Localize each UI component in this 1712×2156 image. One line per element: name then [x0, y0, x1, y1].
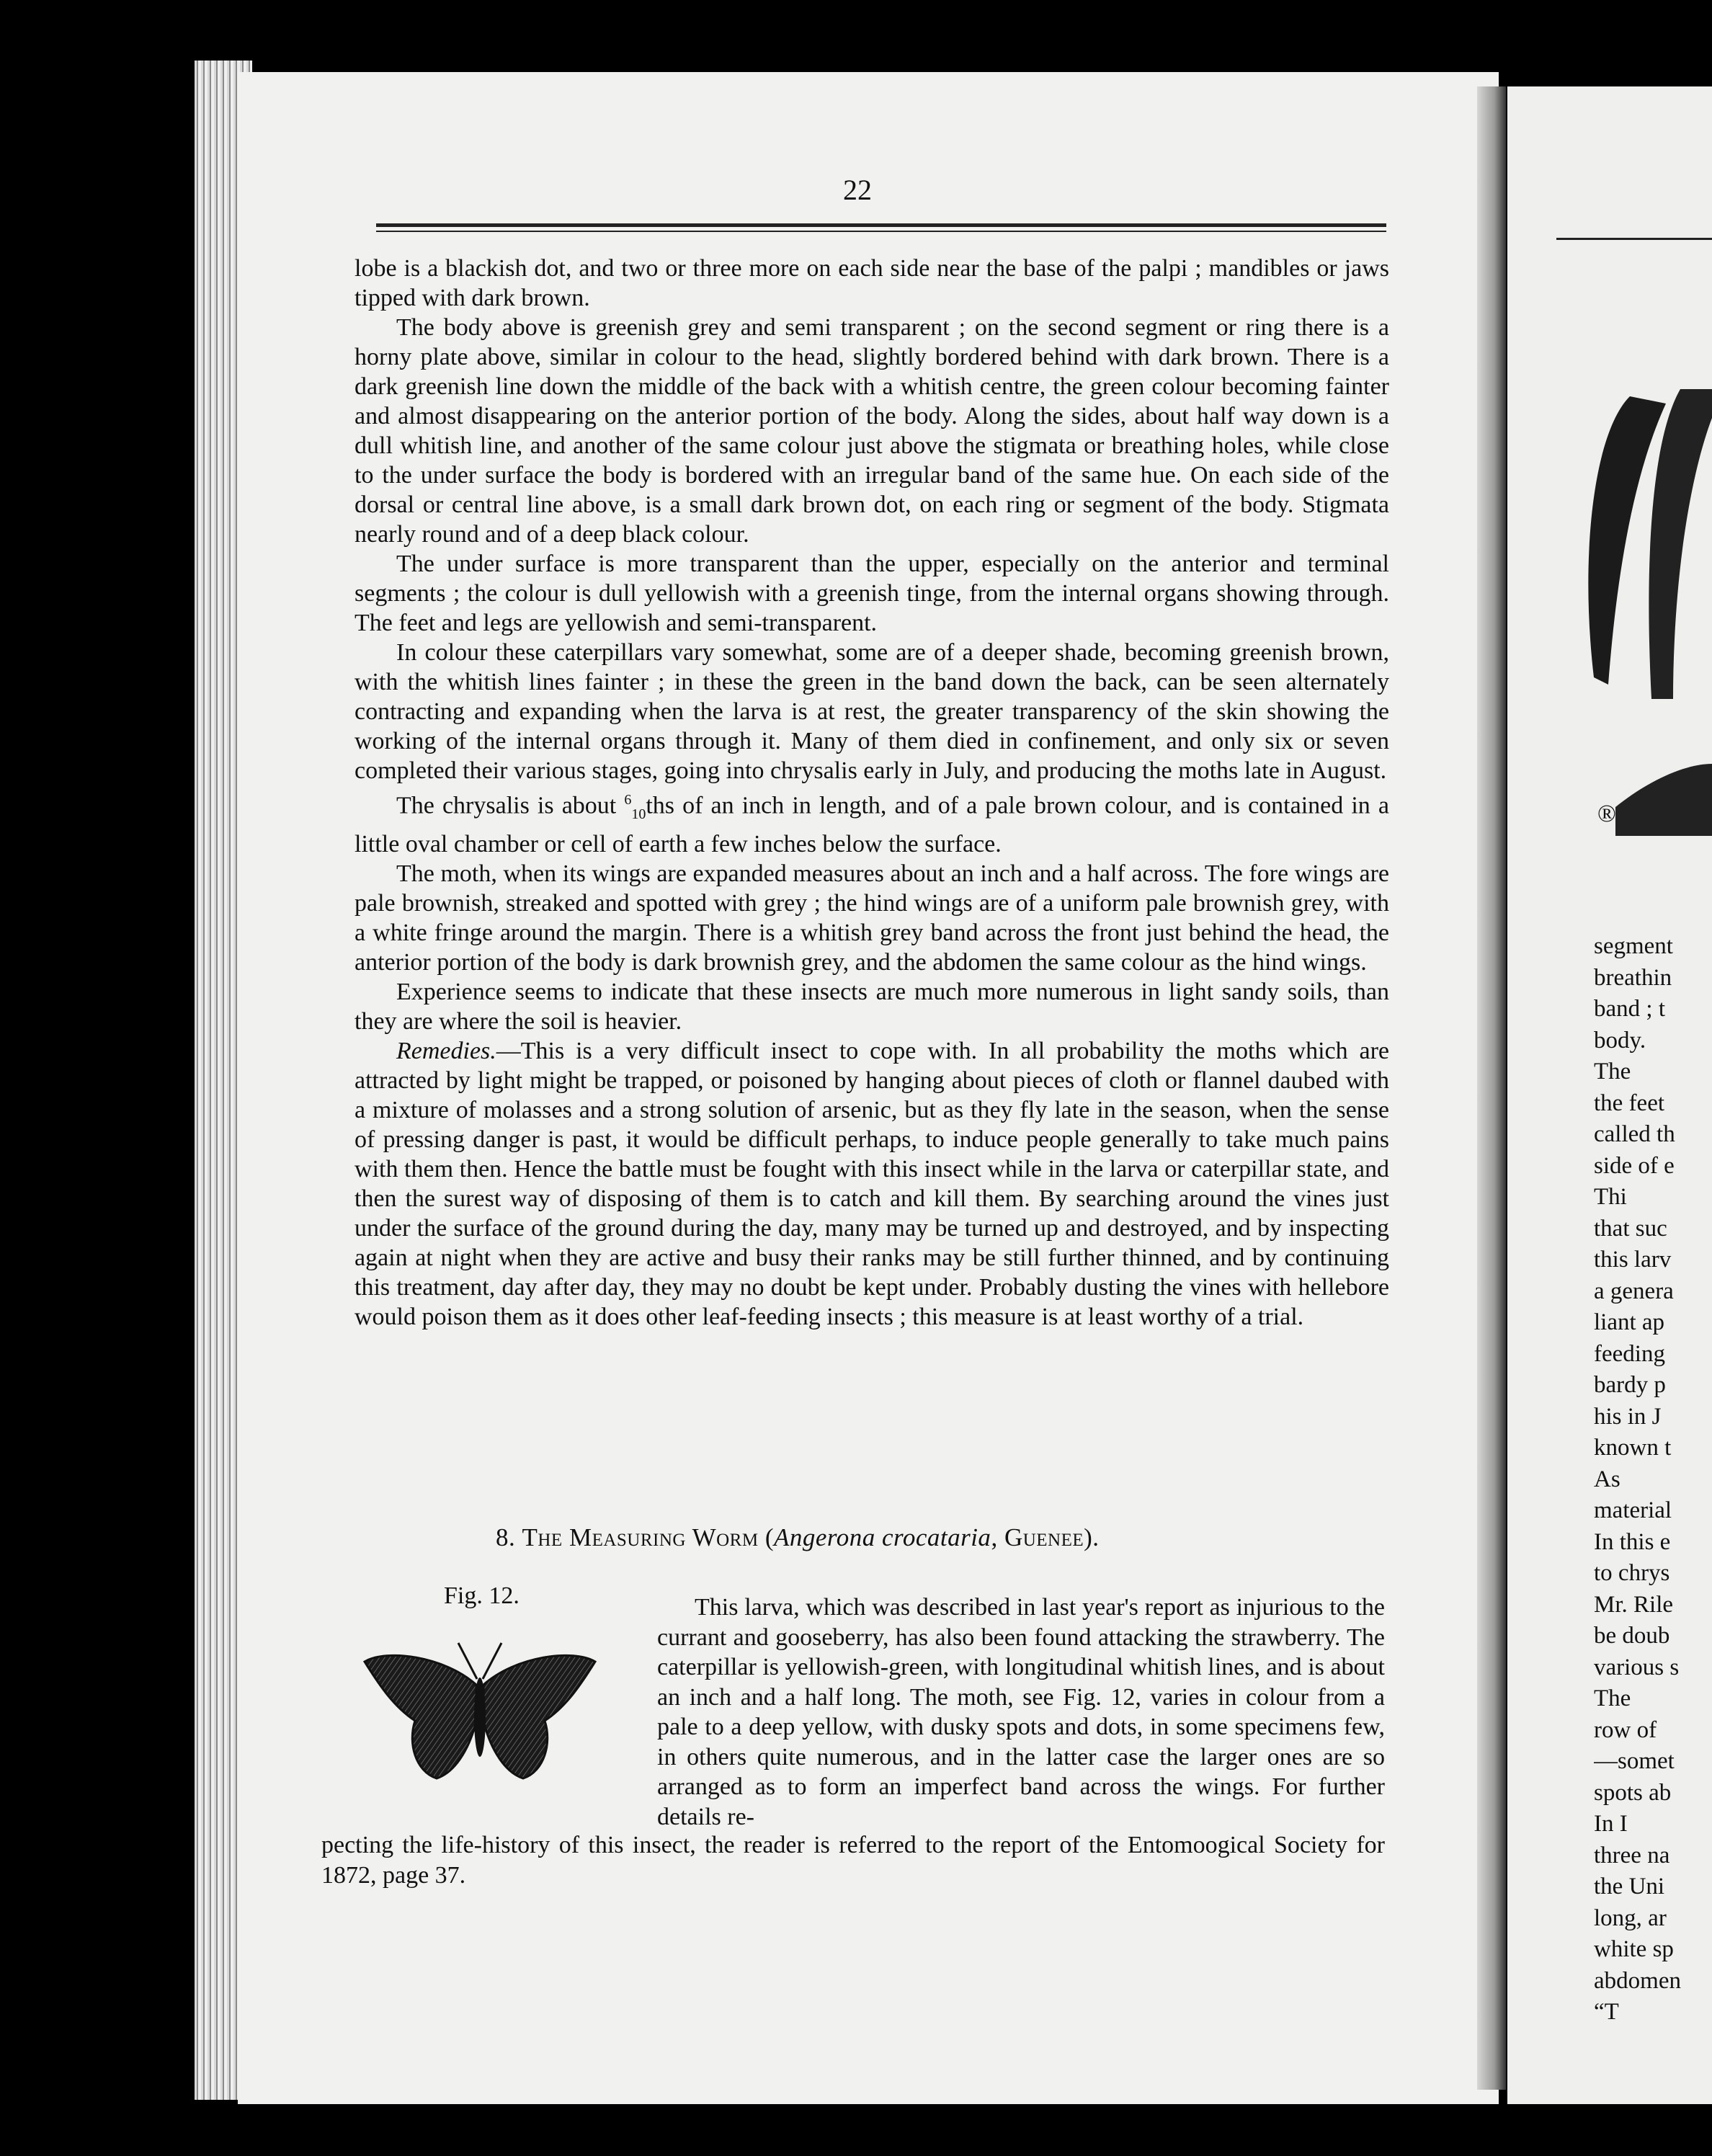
right-page-line: feeding	[1594, 1340, 1665, 1367]
right-page-text	[1594, 931, 1712, 2028]
svg-text:®: ®	[1597, 801, 1616, 827]
fraction-numerator: 6	[624, 792, 632, 808]
right-page-line: —somet	[1594, 1748, 1675, 1774]
right-page-line: called th	[1594, 1121, 1675, 1147]
right-page-line: The	[1594, 1685, 1631, 1711]
figure-paragraph: This larva, which was described in last year's report as injurious to the currant and gooseberry, has also been found attacking the strawberry. The caterpillar is yellowish-green, with longitudinal whitish lines, and is about an inch and a half long. The moth, see Fig. 12, varies in colour from a pale to a deep yellow, with dusky spots and dots, in some specimens few, in others quite numerous, and in the latter case the larger ones are so arranged as to form an imperfect band across the wings. For further details re-	[657, 1594, 1385, 1830]
moth-illustration	[357, 1598, 602, 1843]
right-page-line: the feet	[1594, 1090, 1665, 1116]
paragraph: In colour these caterpillars vary somewhat, some are of a deeper shade, becoming greenish brown, with the whitish lines fainter ; in these the green in the band down the back, can be seen alternately contracting and expanding when the larva is at rest, the greater transparency of the skin showing the working of the internal organs through it. Many of them died in confinement, and only six or seven completed their various stages, going into chrysalis early in July, and producing the moths late in August.	[355, 639, 1389, 784]
right-page-line: In this e	[1594, 1528, 1671, 1555]
right-page-line: row of	[1594, 1716, 1657, 1743]
section-heading: 8. The Measuring Worm (Angerona crocataria, Guenee).	[496, 1523, 1100, 1551]
chrysalis-text-before: The chrysalis is about	[396, 792, 625, 819]
right-page-line: material	[1594, 1497, 1672, 1523]
right-page-line: this larv	[1594, 1247, 1672, 1273]
section-number: 8.	[496, 1523, 516, 1551]
right-page-line: As	[1594, 1466, 1620, 1492]
section-author: Guenee	[1004, 1523, 1084, 1551]
right-page-line: bardy p	[1594, 1372, 1666, 1398]
right-page-line: long, ar	[1594, 1905, 1667, 1931]
figure-text	[657, 1592, 1385, 1832]
right-page-line: Thi	[1594, 1184, 1627, 1210]
right-page-line: The	[1594, 1059, 1631, 1084]
section-title: The Measuring Worm	[522, 1523, 759, 1551]
caterpillar-illustration	[1507, 375, 1712, 879]
right-page-line: liant ap	[1594, 1309, 1665, 1335]
right-page-line: be doub	[1594, 1623, 1670, 1649]
right-page-line: breathin	[1594, 964, 1672, 991]
right-page-line: In I	[1594, 1811, 1628, 1837]
header-rule-thick	[376, 223, 1386, 227]
right-page-line: segment	[1594, 933, 1673, 959]
right-page-line: known t	[1594, 1435, 1672, 1461]
fraction-denominator: 10	[631, 806, 646, 823]
right-page-line: “T	[1594, 1999, 1619, 2025]
right-page-line: abdomen	[1594, 1967, 1681, 1994]
right-page-line: side of e	[1594, 1152, 1675, 1179]
right-page-line: various s	[1594, 1654, 1680, 1680]
book-spine	[1477, 86, 1506, 2090]
closing-text: pecting the life-history of this insect, the reader is referred to the report of the Entomoogical Society for 1872, page 37.	[321, 1832, 1385, 1889]
remedies-label: Remedies.	[396, 1038, 496, 1065]
right-page-line: three na	[1594, 1842, 1670, 1868]
section-species: Angerona crocataria	[773, 1523, 991, 1551]
paragraph: The body above is greenish grey and semi transparent ; on the second segment or ring there is a horny plate above, similar in colour to the head, slightly bordered behind with dark brown. There is a dark greenish line down the middle of the back with a whitish centre, the green colour becoming fainter and almost disappearing on the anterior portion of the body. Along the sides, about half way down is a dull whitish line, and another of the same colour just above the stigmata or breathing holes, while close to the under surface the body is bordered with an irregular band of the same hue. On each side of the dorsal or central line above, is a small dark brown dot, on each ring or segment of the body. Stigmata nearly round and of a deep black colour.	[355, 314, 1389, 548]
right-page-line: a genera	[1594, 1278, 1674, 1304]
remedies-text: —This is a very difficult insect to cope with. In all probability the moths which are attracted by light might be trapped, or poisoned by hanging about pieces of cloth or flannel daubed with a mixture of molasses and a strong solution of arsenic, but as they fly late in the season, when the sense of pressing danger is past, it would be difficult perhaps, to induce people generally to take much pains with them then. Hence the battle must be fought with this insect while in the larva or caterpillar state, and then the surest way of disposing of them is to catch and kill them. By searching around the vines just under the surface of the ground during the day, many may be turned up and destroyed, and by inspecting again at night when they are active and busy their ranks may be still further thinned, and by continuing this treatment, day after day, they may no doubt be kept under. Probably dusting the vines with hellebore would poison them as it does other leaf-feeding insects ; this measure is at least worthy of a trial.	[355, 1038, 1389, 1331]
right-page-line: spots ab	[1594, 1779, 1672, 1806]
paragraph-remedies	[355, 1036, 1389, 1332]
body-text	[355, 254, 1389, 1332]
paragraph-chrysalis	[355, 785, 1389, 859]
chrysalis-text-after: ths of an inch in length, and of a pale brown colour, and is contained in a little oval chamber or cell of earth a few inches below the surface.	[355, 792, 1389, 858]
right-page-rule	[1556, 238, 1712, 240]
right-page-line: band ; t	[1594, 996, 1665, 1022]
right-page-line: the Uni	[1594, 1874, 1665, 1899]
right-page-line: white sp	[1594, 1936, 1674, 1962]
right-page-line: that suc	[1594, 1215, 1667, 1242]
paragraph: The under surface is more transparent than the upper, especially on the anterior and terminal segments ; the colour is dull yellowish with a greenish tinge, from the internal organs showing through. The feet and legs are yellowish and semi-transparent.	[355, 551, 1389, 636]
right-page-line: Mr. Rile	[1594, 1591, 1674, 1618]
paragraph: lobe is a blackish dot, and two or three more on each side near the base of the palpi ; mandibles or jaws tipped with dark brown.	[355, 255, 1389, 311]
paragraph: Experience seems to indicate that these insects are much more numerous in light sandy soils, than they are where the soil is heavier.	[355, 979, 1389, 1035]
page-number: 22	[843, 174, 872, 206]
paragraph: The moth, when its wings are expanded measures about an inch and a half across. The fore wings are pale brownish, streaked and spotted with grey ; the hind wings are of a uniform pale brownish grey, with a white fringe around the margin. There is a whitish grey band across the front just behind the head, the anterior portion of the body is dark brownish grey, and the abdomen the same colour as the hind wings.	[355, 860, 1389, 976]
header-rule-thin	[376, 231, 1386, 232]
figure-label: Fig. 12.	[444, 1582, 520, 1609]
right-page-line: body.	[1594, 1027, 1646, 1054]
right-page-line: to chrys	[1594, 1560, 1670, 1586]
right-page-line: his in J	[1594, 1403, 1662, 1430]
